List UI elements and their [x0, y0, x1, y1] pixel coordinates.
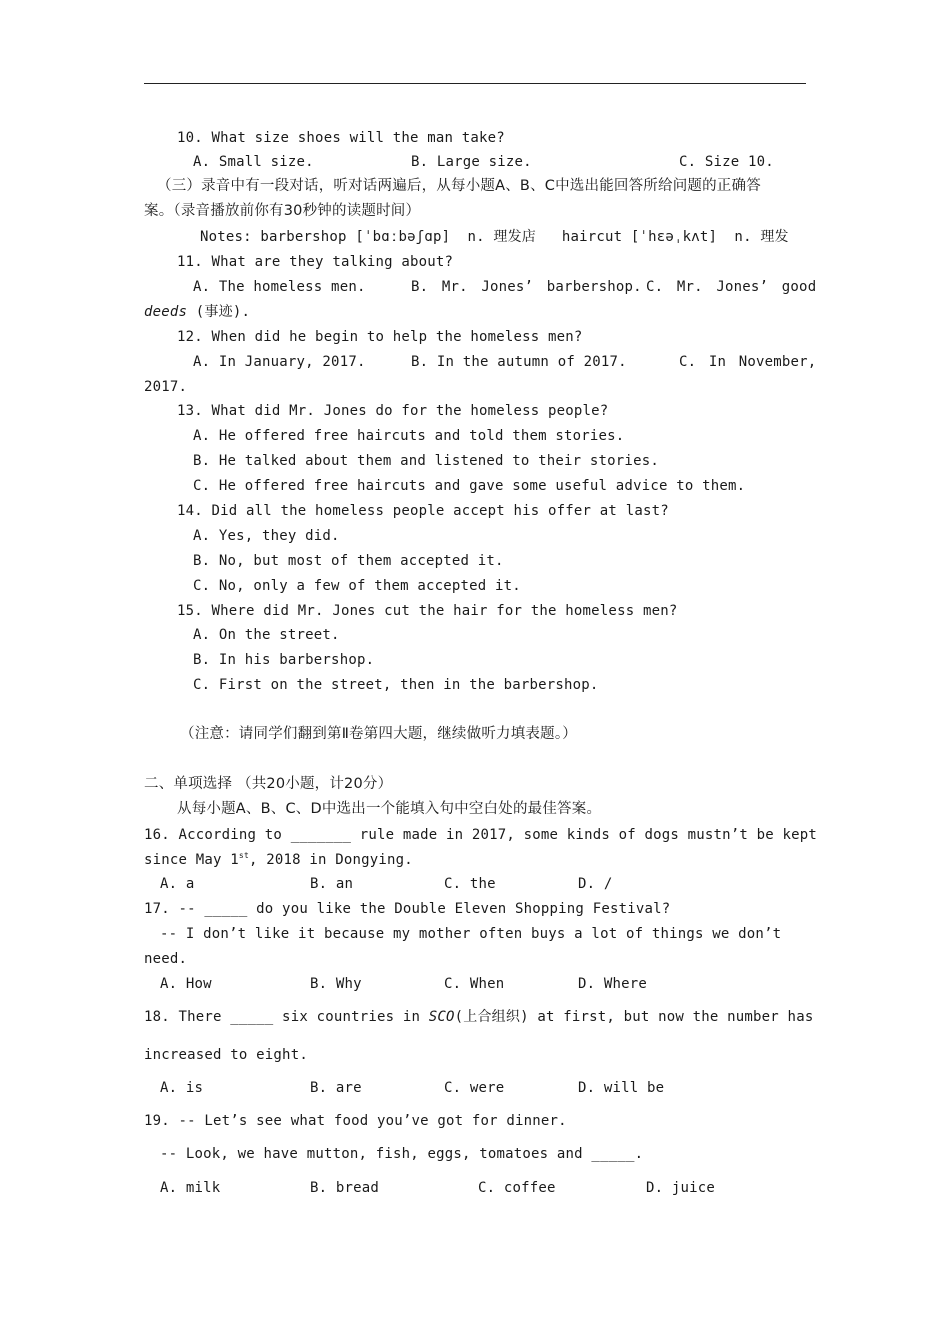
q18-line1-pre: 18. There _____ six countries in: [144, 1009, 429, 1025]
q17-line1: 17. -- _____ do you like the Double Eleven Shopping Festival?: [144, 901, 671, 917]
q12-option-c: C. In November,: [679, 354, 817, 370]
q18-option-d: D. will be: [578, 1080, 665, 1096]
section3-heading-line2: 案。（录音播放前你有30秒钟的读题时间）: [144, 203, 421, 219]
q11-option-a: A. The homeless men.: [193, 279, 366, 295]
part2-title: 二、单项选择 （共20小题，计20分）: [144, 776, 393, 792]
q19-line1: 19. -- Let’s see what food you’ve got for dinner.: [144, 1113, 567, 1129]
q12-option-b: B. In the autumn of 2017.: [411, 354, 627, 370]
q16-line1: 16. According to _______ rule made in 2017, some kinds of dogs mustn’t be kept: [144, 827, 818, 843]
q17-option-c: C. When: [444, 976, 505, 992]
q18-line1-post: (上合组织) at first, but now the number has: [454, 1009, 814, 1025]
q18-option-b: B. are: [310, 1080, 362, 1096]
q14-option-b: B. No, but most of them accepted it.: [193, 553, 504, 569]
q13-stem: 13. What did Mr. Jones do for the homeless people?: [177, 403, 609, 419]
q11-option-c: C. Mr. Jones’ good: [646, 279, 817, 295]
q11-stem: 11. What are they talking about?: [177, 254, 454, 270]
q18-option-a: A. is: [160, 1080, 204, 1096]
sco-abbreviation: SCO: [428, 1009, 455, 1025]
q13-option-b: B. He talked about them and listened to their stories.: [193, 453, 659, 469]
part2-instruction: 从每小题A、B、C、D中选出一个能填入句中空白处的最佳答案。: [177, 801, 602, 817]
q19-option-d: D. juice: [646, 1180, 716, 1196]
section3-heading-line1: （三）录音中有一段对话，听对话两遍后，从每小题A、B、C中选出能回答所给问题的正确答: [157, 178, 761, 194]
q10-option-a: A. Small size.: [193, 154, 314, 170]
q19-option-c: C. coffee: [478, 1180, 556, 1196]
deeds-word: deeds: [144, 304, 188, 320]
q14-option-c: C. No, only a few of them accepted it.: [193, 578, 521, 594]
q12-option-c-continued: 2017.: [144, 379, 188, 395]
q16-option-a: A. a: [160, 876, 195, 892]
section3-notes: Notes: barbershop [ˈbɑːbəʃɑp] n. 理发店 haircut [ˈhɛəˌkʌt] n. 理发: [200, 229, 789, 245]
q16-option-d: D. /: [578, 876, 613, 892]
q19-option-b: B. bread: [310, 1180, 380, 1196]
listening-notice: （注意：请同学们翻到第Ⅱ卷第四大题，继续做听力填表题。）: [180, 726, 577, 742]
q10-option-c: C. Size 10.: [679, 154, 774, 170]
q16-option-c: C. the: [444, 876, 496, 892]
q17-line2: -- I don’t like it because my mother often buys a lot of things we don’t: [160, 926, 782, 942]
q12-stem: 12. When did he begin to help the homeless men?: [177, 329, 583, 345]
q18-line1: [144, 1008, 813, 1026]
q17-option-b: B. Why: [310, 976, 362, 992]
q15-option-a: A. On the street.: [193, 627, 340, 643]
q16-line2-post: , 2018 in Dongying.: [248, 852, 413, 868]
q10-stem: 10. What size shoes will the man take?: [177, 130, 505, 146]
q13-option-c: C. He offered free haircuts and gave some useful advice to them.: [193, 478, 746, 494]
q15-option-b: B. In his barbershop.: [193, 652, 375, 668]
q13-option-a: A. He offered free haircuts and told them stories.: [193, 428, 625, 444]
q16-line2: [144, 851, 413, 869]
q17-option-a: A. How: [160, 976, 212, 992]
header-rule: [144, 83, 806, 84]
q14-option-a: A. Yes, they did.: [193, 528, 340, 544]
q14-stem: 14. Did all the homeless people accept his offer at last?: [177, 503, 669, 519]
q17-line3: need.: [144, 951, 188, 967]
q18-line2: increased to eight.: [144, 1047, 308, 1063]
q12-option-a: A. In January, 2017.: [193, 354, 366, 370]
q17-option-d: D. Where: [578, 976, 648, 992]
q16-superscript: st: [238, 851, 249, 860]
q19-line2: -- Look, we have mutton, fish, eggs, tomatoes and _____.: [160, 1146, 644, 1162]
q11-option-b: B. Mr. Jones’ barbershop.: [411, 279, 642, 295]
q19-option-a: A. milk: [160, 1180, 221, 1196]
q15-stem: 15. Where did Mr. Jones cut the hair for the homeless men?: [177, 603, 678, 619]
q11-option-c-continued: [144, 303, 250, 321]
q16-option-b: B. an: [310, 876, 354, 892]
q10-option-b: B. Large size.: [411, 154, 532, 170]
q16-line2-pre: since May 1: [144, 852, 239, 868]
q15-option-c: C. First on the street, then in the barbershop.: [193, 677, 599, 693]
q18-option-c: C. were: [444, 1080, 505, 1096]
deeds-gloss: (事迹).: [187, 304, 251, 320]
